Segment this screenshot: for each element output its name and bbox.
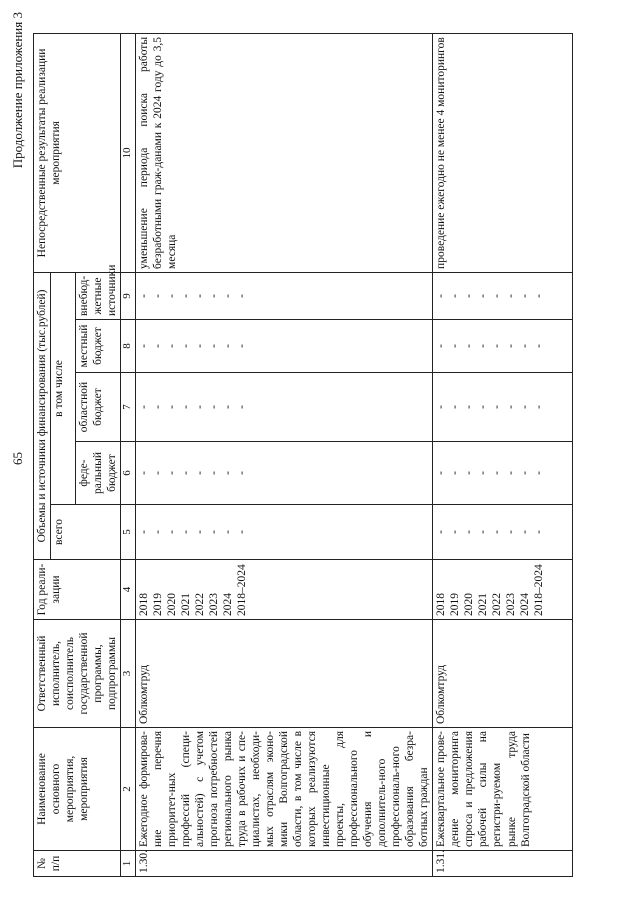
dash-value: - (222, 405, 235, 409)
col-number: 2 (121, 728, 136, 851)
regional-values (433, 373, 573, 442)
dash-value: - (519, 405, 532, 409)
activity-name: Ежеквартальное прове-дение мониторинга спроса и предложения рабочей силы на регистри-руемом рынке труда Волгоградской области (433, 728, 573, 851)
executor: Облкомтруд (433, 620, 573, 728)
dash-value: - (463, 405, 476, 409)
dash-value: - (152, 471, 165, 475)
dash-value: - (236, 294, 249, 298)
dash-value: - (222, 294, 235, 298)
col-number: 1 (121, 851, 136, 877)
dash-value: - (449, 530, 462, 534)
dash-value: - (477, 405, 490, 409)
year: 2023 (208, 593, 221, 616)
dash-value: - (505, 344, 518, 348)
header-total: всего (51, 505, 121, 560)
year: 2018–2024 (236, 564, 249, 616)
page-number: 65 (10, 452, 25, 465)
year: 2021 (180, 593, 193, 616)
dash-value: - (533, 344, 546, 348)
table-row (136, 33, 433, 876)
header-row (34, 33, 51, 876)
years-cell (136, 560, 433, 620)
dash-value: - (435, 471, 448, 475)
total-values (136, 505, 433, 560)
year: 2020 (166, 593, 179, 616)
year: 2023 (505, 593, 518, 616)
column-numbers-row (121, 33, 136, 876)
dash-value: - (194, 405, 207, 409)
dash-value: - (491, 294, 504, 298)
program-table (33, 33, 573, 877)
year: 2022 (194, 593, 207, 616)
dash-value: - (208, 344, 221, 348)
col-number: 5 (121, 505, 136, 560)
dash-value: - (519, 530, 532, 534)
dash-value: - (236, 344, 249, 348)
dash-value: - (138, 530, 151, 534)
dash-value: - (222, 530, 235, 534)
year: 2018–2024 (533, 564, 546, 616)
dash-value: - (208, 530, 221, 534)
dash-value: - (236, 405, 249, 409)
year: 2018 (138, 593, 151, 616)
dash-value: - (477, 530, 490, 534)
dash-value: - (166, 530, 179, 534)
dash-value: - (533, 294, 546, 298)
extra-values (433, 272, 573, 319)
local-values (433, 320, 573, 373)
dash-value: - (505, 294, 518, 298)
dash-value: - (222, 471, 235, 475)
dash-value: - (533, 530, 546, 534)
year: 2020 (463, 593, 476, 616)
year: 2019 (449, 593, 462, 616)
extra-values (136, 272, 433, 319)
dash-value: - (477, 294, 490, 298)
dash-value: - (180, 344, 193, 348)
dash-value: - (435, 405, 448, 409)
result-text: уменьшение периода поиска работы безработными граж-данами к 2024 году до 3,5 месяца (136, 33, 433, 272)
dash-value: - (519, 471, 532, 475)
dash-value: - (166, 344, 179, 348)
dash-value: - (180, 294, 193, 298)
dash-value: - (463, 294, 476, 298)
dash-value: - (449, 471, 462, 475)
year: 2022 (491, 593, 504, 616)
dash-value: - (435, 344, 448, 348)
dash-value: - (166, 294, 179, 298)
header-name: Наименование основного мероприятия, мероприятия (34, 728, 121, 851)
dash-value: - (491, 471, 504, 475)
year: 2021 (477, 593, 490, 616)
dash-value: - (152, 294, 165, 298)
dash-value: - (435, 294, 448, 298)
row-number: 1.31. (433, 851, 573, 877)
dash-value: - (505, 530, 518, 534)
dash-value: - (152, 344, 165, 348)
dash-value: - (519, 344, 532, 348)
activity-name: Ежегодное формирова-ние перечня приоритет-ных профессий (специ-альностей) с учетом прогноза потребностей регионального рынка труда в рабочих и спе-циалистах, необходи-мых отраслям эконо-мики Волгоградской области, в том числе в которых реализуются инвестиционные проекты, для профессионального обучения и дополнитель-ного профессиональ-ного образования безра-ботных граждан (136, 728, 433, 851)
dash-value: - (519, 294, 532, 298)
dash-value: - (491, 530, 504, 534)
header-federal: феде-ральный бюджет (76, 442, 121, 505)
header-year: Год реали-зации (34, 560, 121, 620)
dash-value: - (208, 294, 221, 298)
dash-value: - (152, 530, 165, 534)
dash-value: - (449, 405, 462, 409)
executor: Облкомтруд (136, 620, 433, 728)
col-number: 10 (121, 33, 136, 272)
dash-value: - (138, 344, 151, 348)
year: 2019 (152, 593, 165, 616)
col-number: 6 (121, 442, 136, 505)
dash-value: - (222, 344, 235, 348)
dash-value: - (194, 344, 207, 348)
dash-value: - (194, 294, 207, 298)
dash-value: - (208, 471, 221, 475)
dash-value: - (194, 471, 207, 475)
dash-value: - (138, 471, 151, 475)
dash-value: - (491, 405, 504, 409)
result-text: проведение ежегодно не менее 4 мониторингов (433, 33, 573, 272)
header-num: № п/п (34, 851, 121, 877)
header-results: Непосредственные результаты реализации мероприятия (34, 33, 121, 272)
dash-value: - (194, 530, 207, 534)
dash-value: - (477, 344, 490, 348)
dash-value: - (180, 405, 193, 409)
dash-value: - (236, 471, 249, 475)
header-local: местный бюджет (76, 320, 121, 373)
dash-value: - (138, 294, 151, 298)
col-number: 8 (121, 320, 136, 373)
dash-value: - (463, 530, 476, 534)
header-finance: Объемы и источники финансирования (тыс.рублей) (34, 272, 51, 559)
federal-values (433, 442, 573, 505)
continuation-note: Продолжение приложения 3 (10, 12, 25, 169)
dash-value: - (449, 344, 462, 348)
col-number: 3 (121, 620, 136, 728)
dash-value: - (208, 405, 221, 409)
dash-value: - (533, 471, 546, 475)
header-extra: внебюд-жетные источники (76, 272, 121, 319)
dash-value: - (477, 471, 490, 475)
header-regional: областной бюджет (76, 373, 121, 442)
dash-value: - (180, 530, 193, 534)
dash-value: - (435, 530, 448, 534)
col-number: 7 (121, 373, 136, 442)
year: 2024 (519, 593, 532, 616)
dash-value: - (180, 471, 193, 475)
dash-value: - (138, 405, 151, 409)
total-values (433, 505, 573, 560)
dash-value: - (505, 405, 518, 409)
year: 2018 (435, 593, 448, 616)
dash-value: - (449, 294, 462, 298)
dash-value: - (236, 530, 249, 534)
dash-value: - (505, 471, 518, 475)
federal-values (136, 442, 433, 505)
col-number: 4 (121, 560, 136, 620)
year: 2024 (222, 593, 235, 616)
dash-value: - (491, 344, 504, 348)
dash-value: - (166, 471, 179, 475)
dash-value: - (152, 405, 165, 409)
dash-value: - (463, 344, 476, 348)
regional-values (136, 373, 433, 442)
header-incl: в том числе (51, 272, 76, 504)
header-executor: Ответственный исполнитель, соисполнитель государственной программы, подпрограммы (34, 620, 121, 728)
local-values (136, 320, 433, 373)
row-number: 1.30. (136, 851, 433, 877)
table-row (433, 33, 573, 876)
dash-value: - (533, 405, 546, 409)
dash-value: - (463, 471, 476, 475)
dash-value: - (166, 405, 179, 409)
col-number: 9 (121, 272, 136, 319)
years-cell (433, 560, 573, 620)
